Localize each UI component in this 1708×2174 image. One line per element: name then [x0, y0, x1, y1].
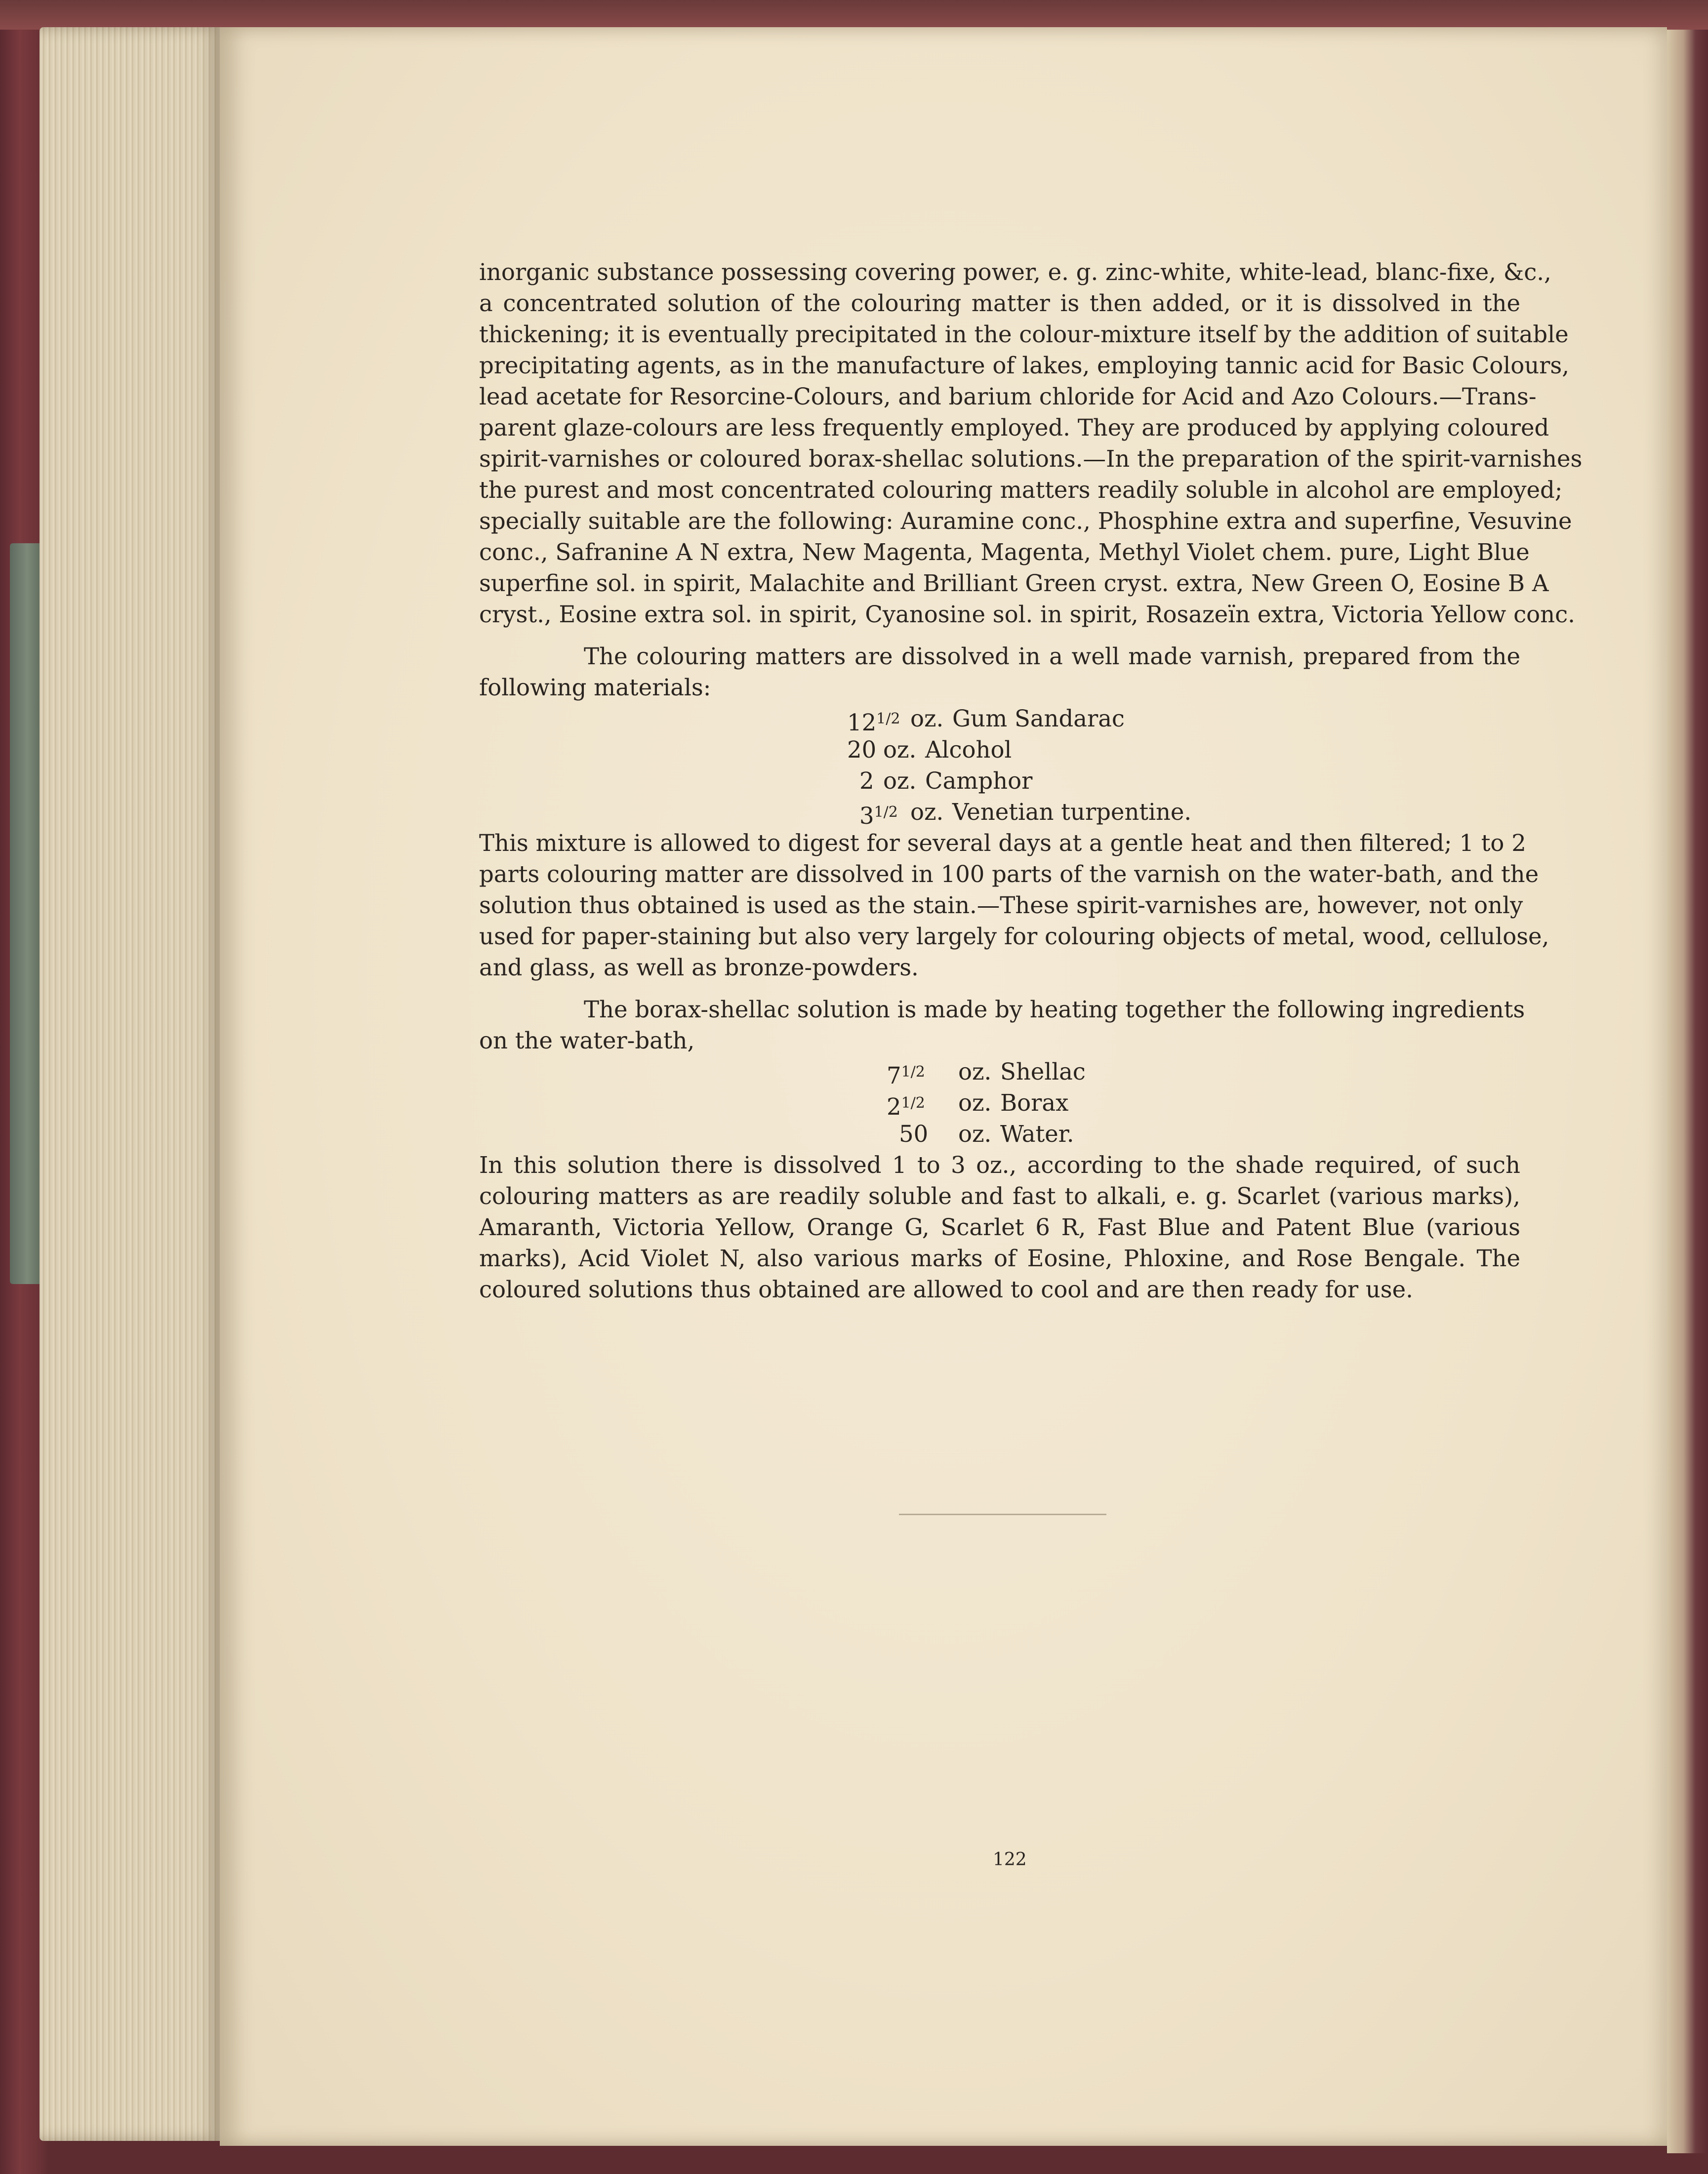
text-line: a concentrated solution of the colouring matter is then added, or it is dissolved in the: [479, 290, 1520, 317]
paragraph-4: [479, 994, 1525, 1056]
recipe-unit: oz.: [958, 1058, 992, 1085]
text-line: cryst., Eosine extra sol. in spirit, Cyanosine sol. in spirit, Rosazeïn extra, Victoria Yellow conc.: [479, 601, 1575, 628]
text-line: the purest and most concentrated colouring matters readily soluble in alcohol are employed;: [479, 477, 1563, 503]
right-cover-edge: [1667, 30, 1708, 2153]
text-line: and glass, as well as bronze-powders.: [479, 954, 919, 981]
stacked-page-edges: [40, 27, 222, 2141]
recipe-qty: $2^{1/2}$: [887, 1093, 925, 1120]
text-line: specially suitable are the following: Auramine conc., Phosphine extra and superfine, Vesuvine: [479, 508, 1572, 534]
text-line: lead acetate for Resorcine-Colours, and barium chloride for Acid and Azo Colours.—Trans-: [479, 383, 1537, 410]
text-line: This mixture is allowed to digest for several days at a gentle heat and then filtered; 1 to 2: [479, 830, 1526, 856]
recipe-item: [479, 734, 1520, 765]
recipe-ingredient: Borax: [1000, 1089, 1069, 1116]
recipe-list-varnish: [479, 703, 1520, 828]
paragraph-1: [479, 257, 1583, 630]
text-line: inorganic substance possessing covering power, e. g. zinc-white, white-lead, blanc-fixe, &c.,: [479, 259, 1551, 285]
paragraph-5: [479, 1150, 1520, 1305]
recipe-ingredient: Camphor: [925, 767, 1033, 794]
recipe-qty: 50: [899, 1121, 929, 1147]
text-line: spirit-varnishes or coloured borax-shellac solutions.—In the preparation of the spirit-varnishes: [479, 445, 1583, 472]
recipe-qty: $12^{1/2}$: [847, 709, 900, 736]
text-line: following materials:: [479, 674, 711, 701]
text-line: used for paper-staining but also very largely for colouring objects of metal, wood, cellulose,: [479, 923, 1549, 950]
recipe-unit: oz.: [910, 705, 944, 732]
recipe-unit: oz.: [910, 799, 944, 825]
text-line: conc., Safranine A N extra, New Magenta, Magenta, Methyl Violet chem. pure, Light Blue: [479, 539, 1530, 565]
page-text: [479, 257, 1583, 1305]
recipe-item: [479, 1119, 1520, 1150]
recipe-unit: oz.: [883, 736, 917, 763]
text-line: colouring matters as are readily soluble and fast to alkali, e. g. Scarlet (various marks),: [479, 1183, 1520, 1209]
text-line: coloured solutions thus obtained are allowed to cool and are then ready for use.: [479, 1276, 1413, 1303]
recipe-item: [479, 797, 1520, 828]
recipe-qty: $3^{1/2}$: [859, 803, 898, 829]
recipe-item: [479, 765, 1520, 797]
page-number: 122: [993, 1850, 1027, 1870]
recipe-ingredient: Alcohol: [925, 736, 1012, 763]
recipe-qty: 2: [859, 767, 874, 794]
text-line: parent glaze-colours are less frequently employed. They are produced by applying coloured: [479, 414, 1549, 441]
recipe-item: [479, 1056, 1520, 1087]
text-line: on the water-bath,: [479, 1027, 695, 1054]
paragraph-3: [479, 828, 1549, 983]
text-line: The borax-shellac solution is made by heating together the following ingredients: [584, 996, 1525, 1023]
text-line: marks), Acid Violet N, also various marks of Eosine, Phloxine, and Rose Bengale. The: [479, 1245, 1520, 1272]
text-line: thickening; it is eventually precipitated in the colour-mixture itself by the addition of suitable: [479, 321, 1569, 348]
text-line: Amaranth, Victoria Yellow, Orange G, Scarlet 6 R, Fast Blue and Patent Blue (various: [479, 1214, 1520, 1241]
recipe-qty: 20: [847, 736, 877, 763]
text-line: solution thus obtained is used as the stain.—These spirit-varnishes are, however, not only: [479, 892, 1523, 919]
recipe-item: [479, 1087, 1520, 1119]
recipe-ingredient: Gum Sandarac: [952, 705, 1125, 732]
section-divider: [899, 1514, 1106, 1515]
recipe-qty: $7^{1/2}$: [887, 1062, 925, 1089]
text-line: In this solution there is dissolved 1 to 3 oz., according to the shade required, of such: [479, 1152, 1520, 1178]
recipe-ingredient: Water.: [1000, 1121, 1074, 1147]
text-line: The colouring matters are dissolved in a well made varnish, prepared from the: [584, 643, 1520, 670]
text-line: superfine sol. in spirit, Malachite and Brilliant Green cryst. extra, New Green O, Eosine B A: [479, 570, 1549, 597]
text-line: precipitating agents, as in the manufacture of lakes, employing tannic acid for Basic Colours,: [479, 352, 1570, 379]
recipe-unit: oz.: [958, 1089, 992, 1116]
recipe-ingredient: Shellac: [1000, 1058, 1086, 1085]
cover-top-edge: [0, 0, 1708, 30]
paragraph-2: [479, 641, 1520, 703]
text-line: parts colouring matter are dissolved in 100 parts of the varnish on the water-bath, and the: [479, 861, 1539, 887]
recipe-unit: oz.: [883, 767, 917, 794]
recipe-unit: oz.: [958, 1121, 992, 1147]
recipe-ingredient: Venetian turpentine.: [952, 799, 1192, 825]
recipe-list-borax-shellac: [479, 1056, 1520, 1150]
recipe-item: [479, 703, 1520, 734]
